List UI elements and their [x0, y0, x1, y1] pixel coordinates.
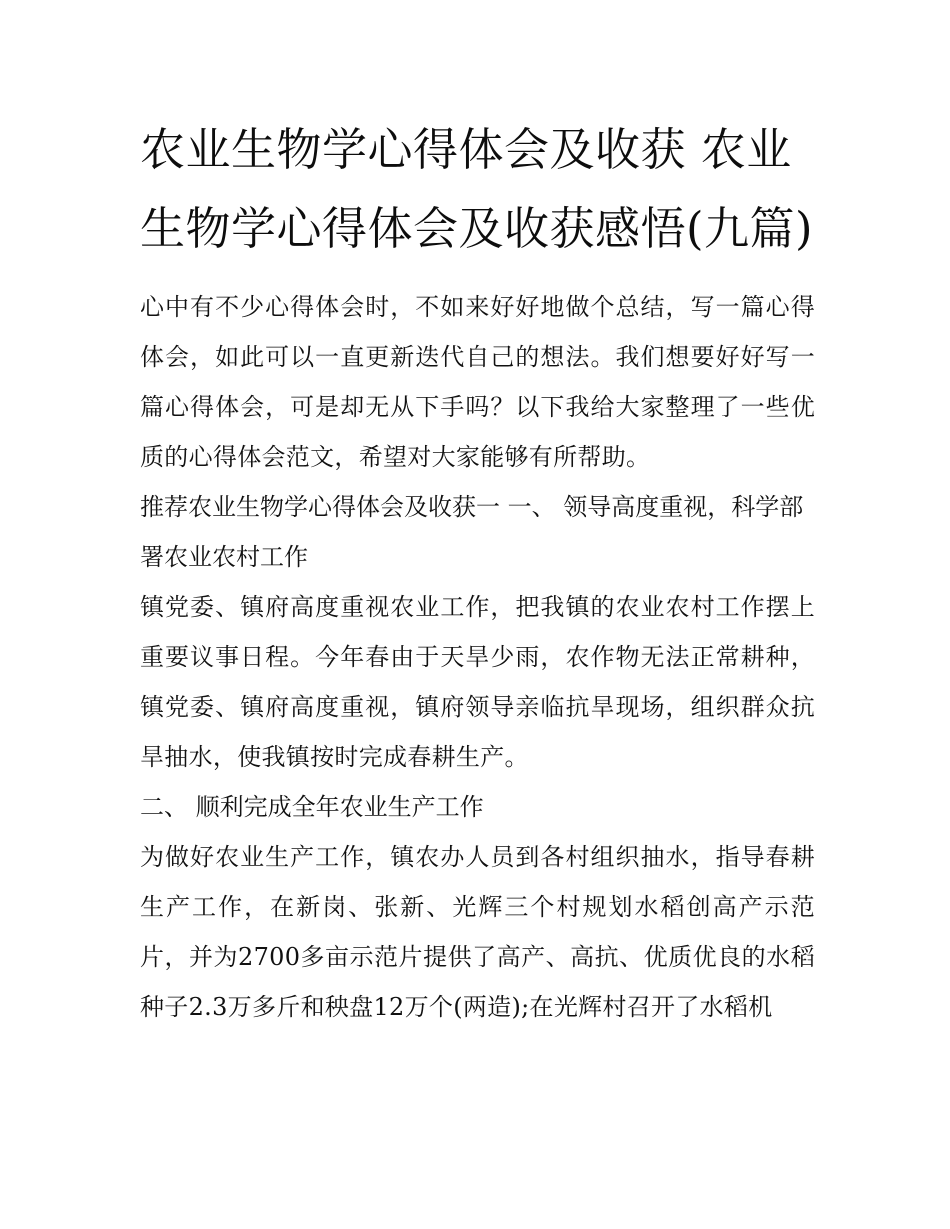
section-two-paragraph: 为做好农业生产工作，镇农办人员到各村组织抽水，指导春耕生产工作，在新岗、张新、光辉三个村规划水稻创高产示范片，并为2700多亩示范片提供了高产、高抗、优质优良的水稻种子2.3万多斤和秧盘12万个(两造);在光辉村召开了水稻机: [140, 843, 815, 1021]
section-heading-two: 二、 顺利完成全年农业生产工作: [140, 793, 484, 821]
section-one-paragraph: 镇党委、镇府高度重视农业工作，把我镇的农业农村工作摆上重要议事日程。今年春由于天旱少雨，农作物无法正常耕种，镇党委、镇府高度重视，镇府领导亲临抗旱现场，组织群众抗旱抽水，使我镇按时完成春耕生产。: [140, 593, 815, 771]
document-page: [140, 110, 815, 1032]
section-heading-one: 推荐农业生物学心得体会及收获一 一、 领导高度重视，科学部署农业农村工作: [140, 493, 804, 571]
document-title: 农业生物学心得体会及收获 农业生物学心得体会及收获感悟(九篇): [140, 123, 814, 255]
intro-paragraph: 心中有不少心得体会时，不如来好好地做个总结，写一篇心得体会，如此可以一直更新迭代自己的想法。我们想要好好写一篇心得体会，可是却无从下手吗？以下我给大家整理了一些优质的心得体会范文，希望对大家能够有所帮助。: [140, 293, 815, 471]
